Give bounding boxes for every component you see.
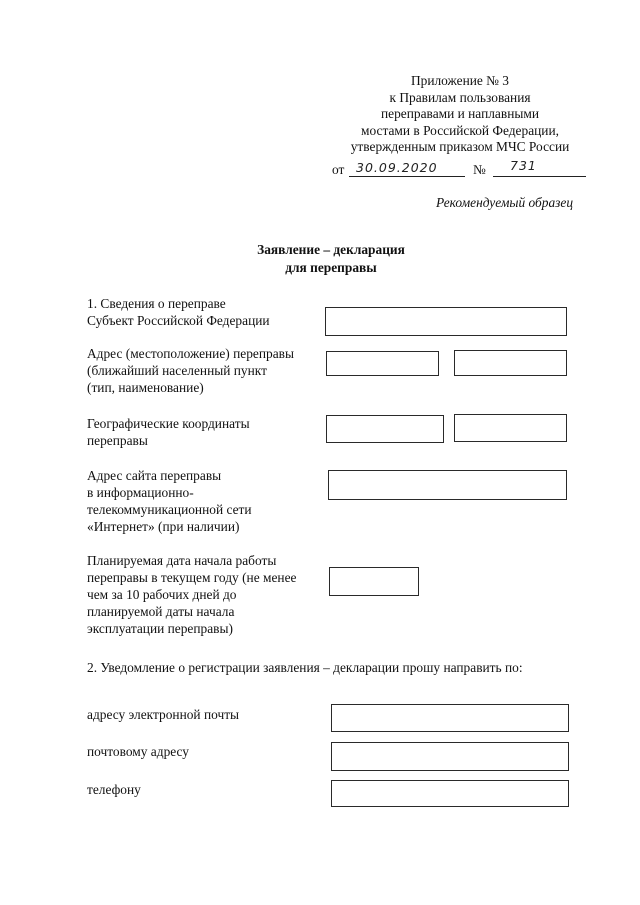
- header-line-3: переправами и наплавными: [381, 106, 539, 121]
- recommended-sample: Рекомендуемый образец: [436, 195, 574, 210]
- header-line-4: мостами в Российской Федерации,: [361, 122, 559, 138]
- website-field[interactable]: [328, 470, 567, 500]
- title-line-2: для переправы: [285, 260, 377, 275]
- start-date-label-line-5: эксплуатации переправы): [87, 621, 233, 636]
- website-label-line-4: «Интернет» (при наличии): [87, 519, 240, 534]
- header-line-5: утвержденным приказом МЧС России: [350, 139, 570, 154]
- website-label-line-1: Адрес сайта переправы: [87, 468, 222, 483]
- title-line-1: Заявление – декларация: [257, 242, 405, 257]
- phone-field[interactable]: [331, 780, 569, 807]
- website-label-line-3: телекоммуникационной сети: [87, 502, 252, 517]
- section1-heading: 1. Сведения о переправе: [87, 296, 226, 311]
- start-date-label-line-4: планируемой даты начала: [87, 604, 235, 619]
- address-label-line-3: (тип, наименование): [87, 380, 204, 395]
- coordinates-label-line-2: переправы: [87, 433, 148, 448]
- start-date-field[interactable]: [329, 567, 419, 596]
- start-date-label-line-2: переправы в текущем году (не менее: [87, 570, 297, 585]
- postal-field[interactable]: [331, 742, 569, 771]
- address-label-line-2: (ближайший населенный пункт: [87, 363, 267, 378]
- latitude-field[interactable]: [326, 415, 444, 443]
- section2-heading: 2. Уведомление о регистрации заявления – декларации прошу направить по:: [87, 660, 523, 675]
- start-date-label: [87, 552, 296, 637]
- header-line-1: Приложение № 3: [410, 73, 510, 88]
- address-label-line-1: Адрес (местоположение) переправы: [87, 346, 294, 361]
- header-line-2: к Правилам пользования: [389, 89, 531, 105]
- address-settlement-type-field[interactable]: [326, 351, 439, 376]
- subject-label: Субъект Российской Федерации: [87, 313, 270, 328]
- appendix-header: [300, 73, 620, 156]
- number-label: №: [473, 162, 486, 177]
- postal-label: почтовому адресу: [87, 744, 189, 759]
- address-settlement-name-field[interactable]: [454, 350, 567, 376]
- start-date-label-line-3: чем за 10 рабочих дней до: [87, 587, 237, 602]
- email-field[interactable]: [331, 704, 569, 732]
- email-label: адресу электронной почты: [87, 707, 240, 722]
- subject-field[interactable]: [325, 307, 567, 336]
- website-label: [87, 467, 252, 535]
- document-title: [200, 241, 462, 277]
- longitude-field[interactable]: [454, 414, 567, 442]
- coordinates-label: [87, 415, 250, 449]
- from-label: от: [332, 162, 345, 177]
- number-underline: [493, 176, 586, 177]
- date-value: 30.09.2020: [356, 160, 438, 175]
- address-label: [87, 345, 294, 396]
- number-value: 731: [510, 158, 537, 173]
- website-label-line-2: в информационно-: [87, 485, 194, 500]
- start-date-label-line-1: Планируемая дата начала работы: [87, 553, 277, 568]
- date-underline: [349, 176, 465, 177]
- coordinates-label-line-1: Географические координаты: [87, 416, 250, 431]
- phone-label: телефону: [87, 782, 141, 797]
